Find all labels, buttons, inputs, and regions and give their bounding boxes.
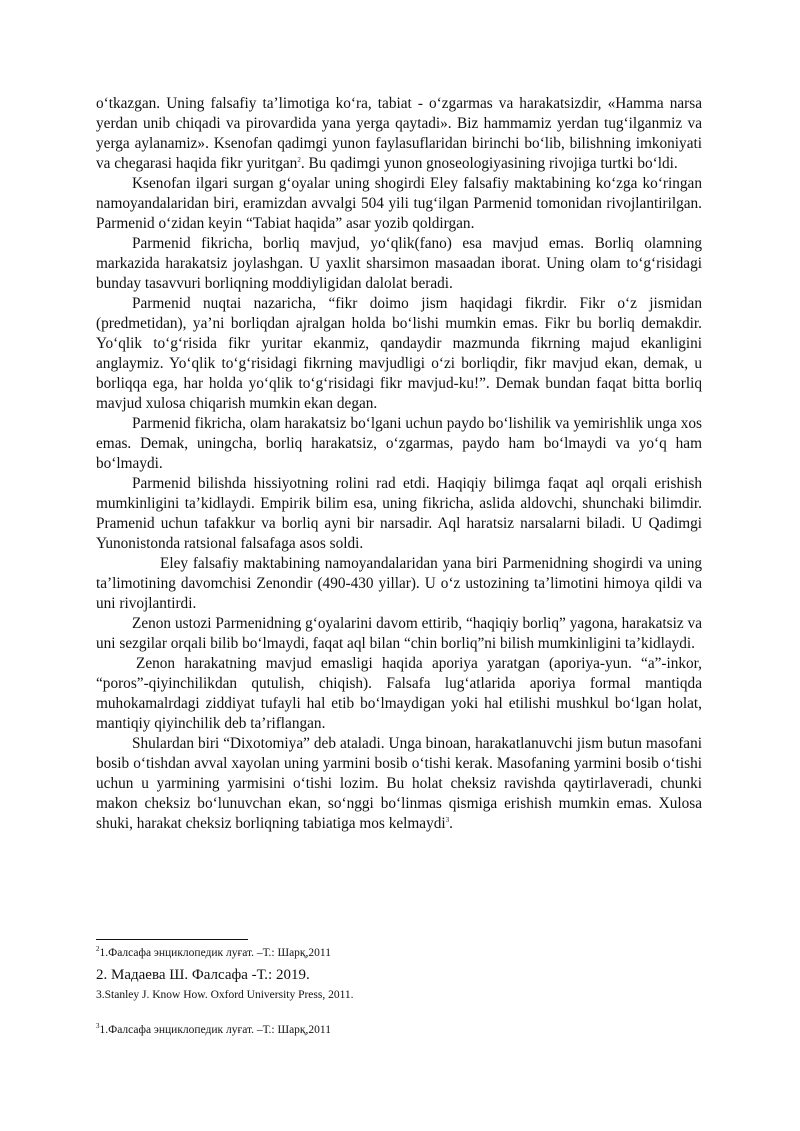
footnote-ref: 3	[445, 815, 450, 824]
paragraph: Eley falsafiy maktabining namoyandalaridan yana biri Parmenidning shogirdi va uning ta’limotining davomchisi Zenondir (490-430 yillar). U o‘z ustozining ta’limotini himoya qildi va uni rivojlantirdi.	[96, 555, 702, 612]
paragraph-tail: .	[449, 815, 453, 832]
footnote-ref: 2	[297, 155, 301, 164]
footnote-text: 1.Фалсафа энциклопедик луғат. –Т.: Шарқ,2011	[99, 1024, 331, 1036]
paragraph: Parmenid nuqtai nazaricha, “fikr doimo jism haqidagi fikrdir. Fikr o‘z jismidan (predmetidan), ya’ni borliqdan ajralgan holda bo‘lishi mumkin emas. Fikr bu borliq demakdir. Yo‘qlik to‘g‘risida fikr yuritar ekanmiz, qandaydir mazmunda fikrning majud ekanligini anglaymiz. Yo‘qlik to‘g‘risidagi fikrning mavjudligi o‘zi borliqdir, fikr mavjud ekan, demak, u borliqqa ega, har holda yo‘qlik to‘g‘risidagi fikr mavjud-ku!”. Demak bundan faqat bitta borliq mavjud xulosa chiqarish mumkin ekan degan.	[96, 295, 702, 412]
footnote-separator	[96, 939, 248, 940]
footnote	[96, 946, 702, 961]
document-body	[96, 94, 702, 834]
paragraph: Zenon ustozi Parmenidning g‘oyalarini davom ettirib, “haqiqiy borliq” yagona, harakatsiz va uni sezgilar orqali bilib bo‘lmaydi, faqat aql bilan “chin borliq”ni bilish mumkinligini ta’kidlaydi.	[96, 615, 702, 652]
footnote: 2. Мадаева Ш. Фалсафа -Т.: 2019.	[96, 967, 310, 983]
footnote: 3.Stanley J. Know How. Oxford University Press, 2011.	[96, 989, 354, 1001]
paragraph: Zenon harakatning mavjud emasligi haqida aporiya yaratgan (aporiya-yun. “a”-inkor, “poros”-qiyinchilikdan qutulish, chiqish). Falsafa lug‘atlarida aporiya formal mantiqda muhokamalrdagi ziddiyat tufayli hal etib bo‘lmaydigan yoki hal etilishi mushkul bo‘lgan holat, mantiqiy qiyinchilik deb ta’riflangan.	[96, 655, 702, 732]
paragraph-text: o‘tkazgan. Uning falsafiy ta’limotiga ko‘ra, tabiat - o‘zgarmas va harakatsizdir, «Hamma narsa yerdan unib chiqadi va pirovardida yana yerga qaytadi». Biz hammamiz yerdan tug‘ilganmiz va yerga aylanamiz». Ksenofan qadimgi yunon faylasuflaridan birinchi bo‘lib, bilishning imkoniyati va chegarasi haqida fikr yuritgan	[96, 95, 702, 172]
footnote-text: 1.Фалсафа энциклопедик луғат. –Т.: Шарқ,2011	[99, 947, 331, 959]
paragraph: Parmenid fikricha, borliq mavjud, yo‘qlik(fano) esa mavjud emas. Borliq olamning markazida harakatsiz joylashgan. U yaxlit sharsimon masaadan iborat. Uning olam to‘g‘risidagi bunday tasavvuri borliqning moddiyligidan dalolat beradi.	[96, 235, 702, 292]
paragraph-tail: . Bu qadimgi yunon gnoseologiyasining rivojiga turtki bo‘ldi.	[300, 155, 678, 172]
paragraph: Parmenid bilishda hissiyotning rolini rad etdi. Haqiqiy bilimga faqat aql orqali erishish mumkinligini ta’kidlaydi. Empirik bilim esa, uning fikricha, aslida aldovchi, shunchaki bilimdir. Pramenid uchun tafakkur va borliq ayni bir narsadir. Aql haratsiz narsalarni biladi. U Qadimgi Yunonistonda ratsional falsafaga asos soldi.	[96, 475, 702, 552]
paragraph	[96, 94, 702, 174]
footnote-number: 3	[96, 1022, 100, 1031]
footnotes	[96, 946, 702, 1038]
footnote	[96, 1023, 702, 1038]
paragraph: Ksenofan ilgari surgan g‘oyalar uning shogirdi Eley falsafiy maktabining ko‘zga ko‘ringan namoyandalaridan biri, eramizdan avvalgi 504 yili tug‘ilgan Parmenid tomonidan rivojlantirilgan. Parmenid o‘zidan keyin “Tabiat haqida” asar yozib qoldirgan.	[96, 175, 702, 232]
paragraph: Parmenid fikricha, olam harakatsiz bo‘lgani uchun paydo bo‘lishilik va yemirishlik unga xos emas. Demak, uningcha, borliq harakatsiz, o‘zgarmas, paydo ham bo‘lmaydi va yo‘q ham bo‘lmaydi.	[96, 415, 702, 472]
paragraph	[96, 734, 702, 834]
paragraph-text: Shulardan biri “Dixotomiya” deb ataladi. Unga binoan, harakatlanuvchi jism butun masofani bosib o‘tishdan avval xayolan uning yarmini bosib o‘tishi kerak. Masofaning yarmini bosib o‘tishi uchun u yarmining yarmisini o‘tishi lozim. Bu holat cheksiz ravishda qaytirlaveradi, chunki makon cheksiz bo‘lunuvchan ekan, so‘nggi bo‘linmas qismiga erishish mumkin emas. Xulosa shuki, harakat cheksiz borliqning tabiatiga mos kelmaydi	[96, 735, 702, 832]
footnote-number: 2	[96, 945, 100, 954]
